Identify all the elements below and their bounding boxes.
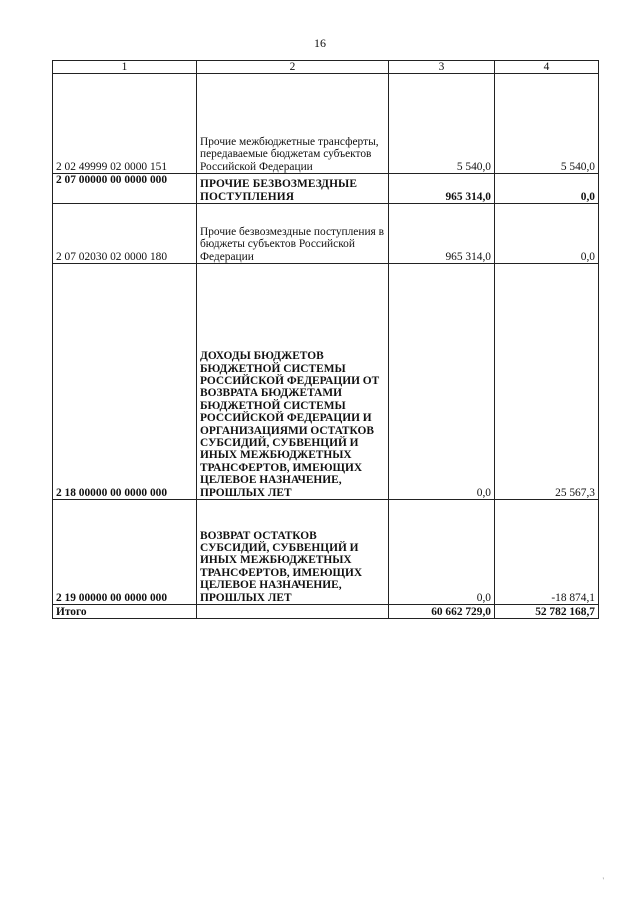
table-row [53, 500, 599, 605]
row-value-col3: 965 314,0 [389, 204, 495, 264]
row-code: 2 07 00000 00 0000 000 [53, 174, 197, 204]
table-header-row [53, 61, 599, 74]
row-value-col4: 25 567,3 [495, 264, 599, 500]
row-code: 2 18 00000 00 0000 000 [53, 264, 197, 500]
table-total-row [53, 605, 599, 619]
total-label: Итого [53, 605, 197, 619]
row-value-col3: 0,0 [389, 500, 495, 605]
column-header-1: 1 [53, 61, 197, 74]
row-name: ВОЗВРАТ ОСТАТКОВ СУБСИДИЙ, СУБВЕНЦИЙ И ИНЫХ МЕЖБЮДЖЕТНЫХ ТРАНСФЕРТОВ, ИМЕЮЩИХ ЦЕЛЕВОЕ НАЗНАЧЕНИЕ, ПРОШЛЫХ ЛЕТ [197, 500, 389, 605]
budget-table [52, 60, 599, 619]
table-row [53, 74, 599, 174]
row-name: Прочие межбюджетные трансферты, передаваемые бюджетам субъектов Российской Федерации [197, 74, 389, 174]
column-header-2: 2 [197, 61, 389, 74]
column-header-3: 3 [389, 61, 495, 74]
table-row [53, 204, 599, 264]
row-value-col3: 5 540,0 [389, 74, 495, 174]
row-code: 2 19 00000 00 0000 000 [53, 500, 197, 605]
table-row [53, 264, 599, 500]
row-value-col4: 0,0 [495, 204, 599, 264]
table-row [53, 174, 599, 204]
row-value-col3: 965 314,0 [389, 174, 495, 204]
column-header-4: 4 [495, 61, 599, 74]
total-empty-cell [197, 605, 389, 619]
scan-mark: ' [602, 876, 604, 885]
row-name: ДОХОДЫ БЮДЖЕТОВ БЮДЖЕТНОЙ СИСТЕМЫ РОССИЙСКОЙ ФЕДЕРАЦИИ ОТ ВОЗВРАТА БЮДЖЕТАМИ БЮДЖЕТНОЙ СИСТЕМЫ РОССИЙСКОЙ ФЕДЕРАЦИИ И ОРГАНИЗАЦИЯМИ ОСТАТКОВ СУБСИДИЙ, СУБВЕНЦИЙ И ИНЫХ МЕЖБЮДЖЕТНЫХ ТРАНСФЕРТОВ, ИМЕЮЩИХ ЦЕЛЕВОЕ НАЗНАЧЕНИЕ, ПРОШЛЫХ ЛЕТ [197, 264, 389, 500]
row-code: 2 07 02030 02 0000 180 [53, 204, 197, 264]
row-name: Прочие безвозмездные поступления в бюджеты субъектов Российской Федерации [197, 204, 389, 264]
row-value-col4: 0,0 [495, 174, 599, 204]
row-value-col4: 5 540,0 [495, 74, 599, 174]
total-value-col4: 52 782 168,7 [495, 605, 599, 619]
total-value-col3: 60 662 729,0 [389, 605, 495, 619]
row-code: 2 02 49999 02 0000 151 [53, 74, 197, 174]
row-value-col3: 0,0 [389, 264, 495, 500]
page-number: 16 [314, 36, 326, 50]
row-name: ПРОЧИЕ БЕЗВОЗМЕЗДНЫЕ ПОСТУПЛЕНИЯ [197, 174, 389, 204]
row-value-col4: -18 874,1 [495, 500, 599, 605]
